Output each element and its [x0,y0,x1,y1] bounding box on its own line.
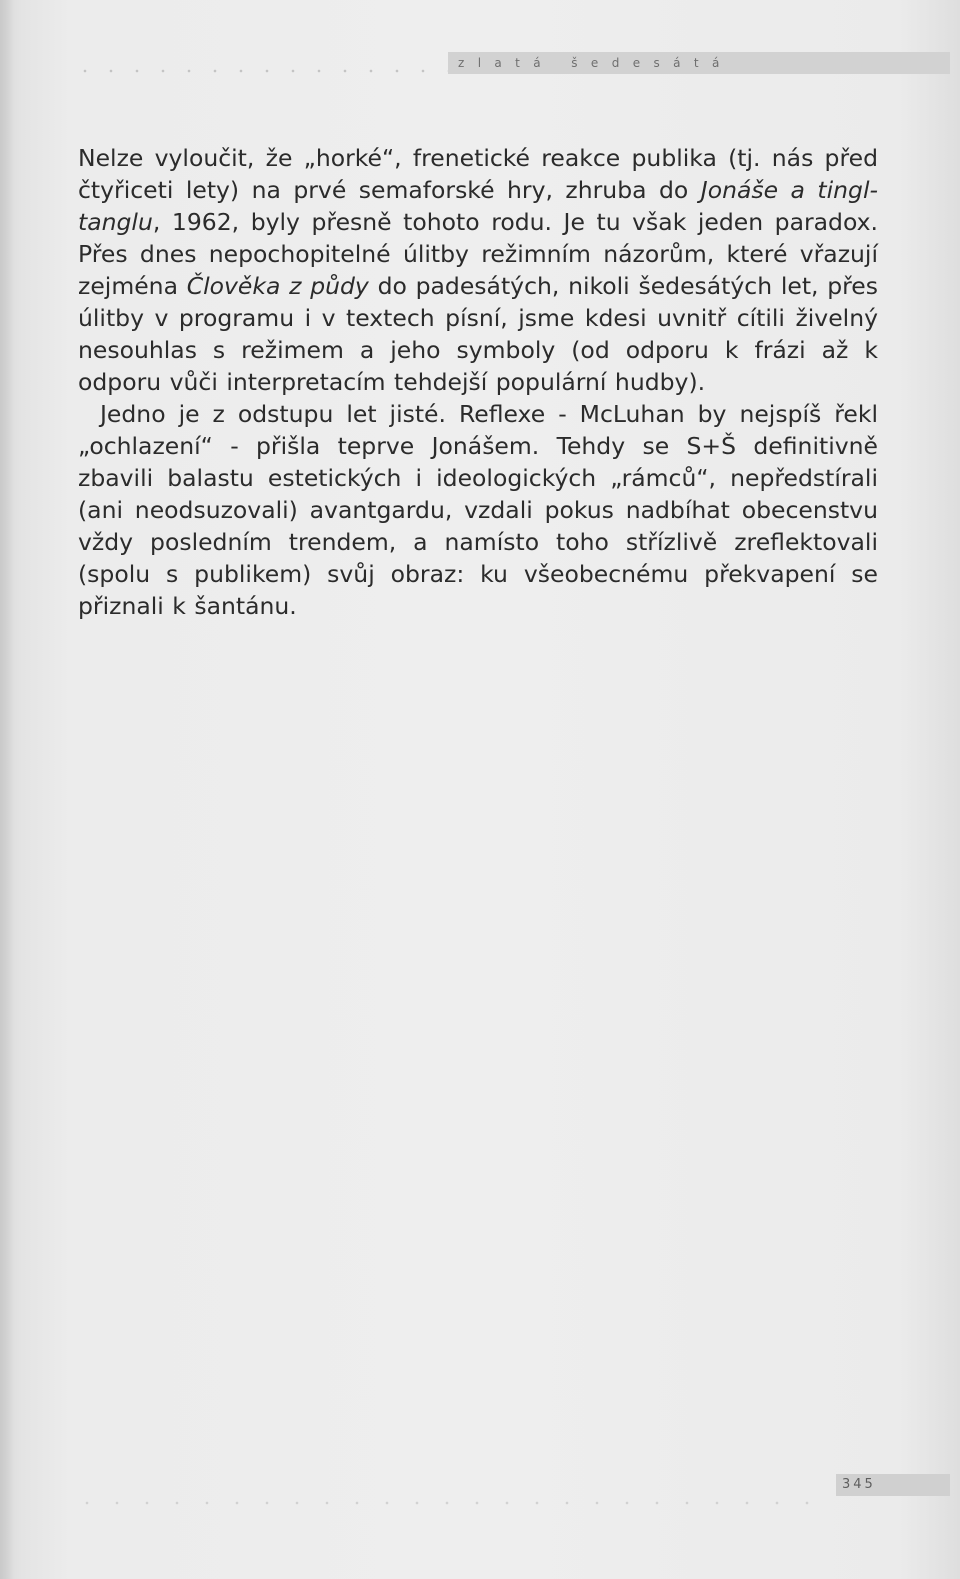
work-title-jonas: Jonáše a tingl-tanglu [78,176,878,236]
work-title-clovek: Člověka z půdy [186,272,369,300]
body-text [78,142,878,622]
page-number: 345 [842,1477,876,1492]
header-dot-leader [72,64,452,78]
paragraph-1-part-a: Nelze vyloučit, že „horké“, frenetické reakce publika (tj. nás před čtyřiceti lety) na prvé semaforské hry, zhruba do [78,144,878,204]
paragraph-1 [78,142,878,398]
running-header-title: zlatá šedesátá [458,56,733,70]
paragraph-1-part-b: , 1962, byly přesně tohoto rodu. Je tu však jeden paradox. Přes dnes nepochopitelné úlitby režimním názorům, které vřazují zejména [78,208,878,300]
footer-dot-leader [72,1496,822,1510]
paragraph-1-part-c: do padesátých, nikoli šedesátých let, přes úlitby v programu i v textech písní, jsme kdesi uvnitř cítili živelný nesouhlas s režimem a jeho symboly (od odporu k frázi až k odporu vůči interpretacím tehdejší populární hudby). [78,272,879,396]
paragraph-2: Jedno je z odstupu let jisté. Reflexe - McLuhan by nejspíš řekl „ochlazení“ - přišla teprve Jonášem. Tehdy se S+Š definitivně zbavili balastu estetických i ideologických „rámců“, nepředstírali (ani neodsuzovali) avantgardu, vzdali pokus nadbíhat obecenstvu vždy posledním trendem, a namísto toho střízlivě zreflektovali (spolu s publikem) svůj obraz: ku všeobecnému překvapení se přiznali k šantánu. [78,400,878,620]
spine-shadow [0,0,14,1579]
